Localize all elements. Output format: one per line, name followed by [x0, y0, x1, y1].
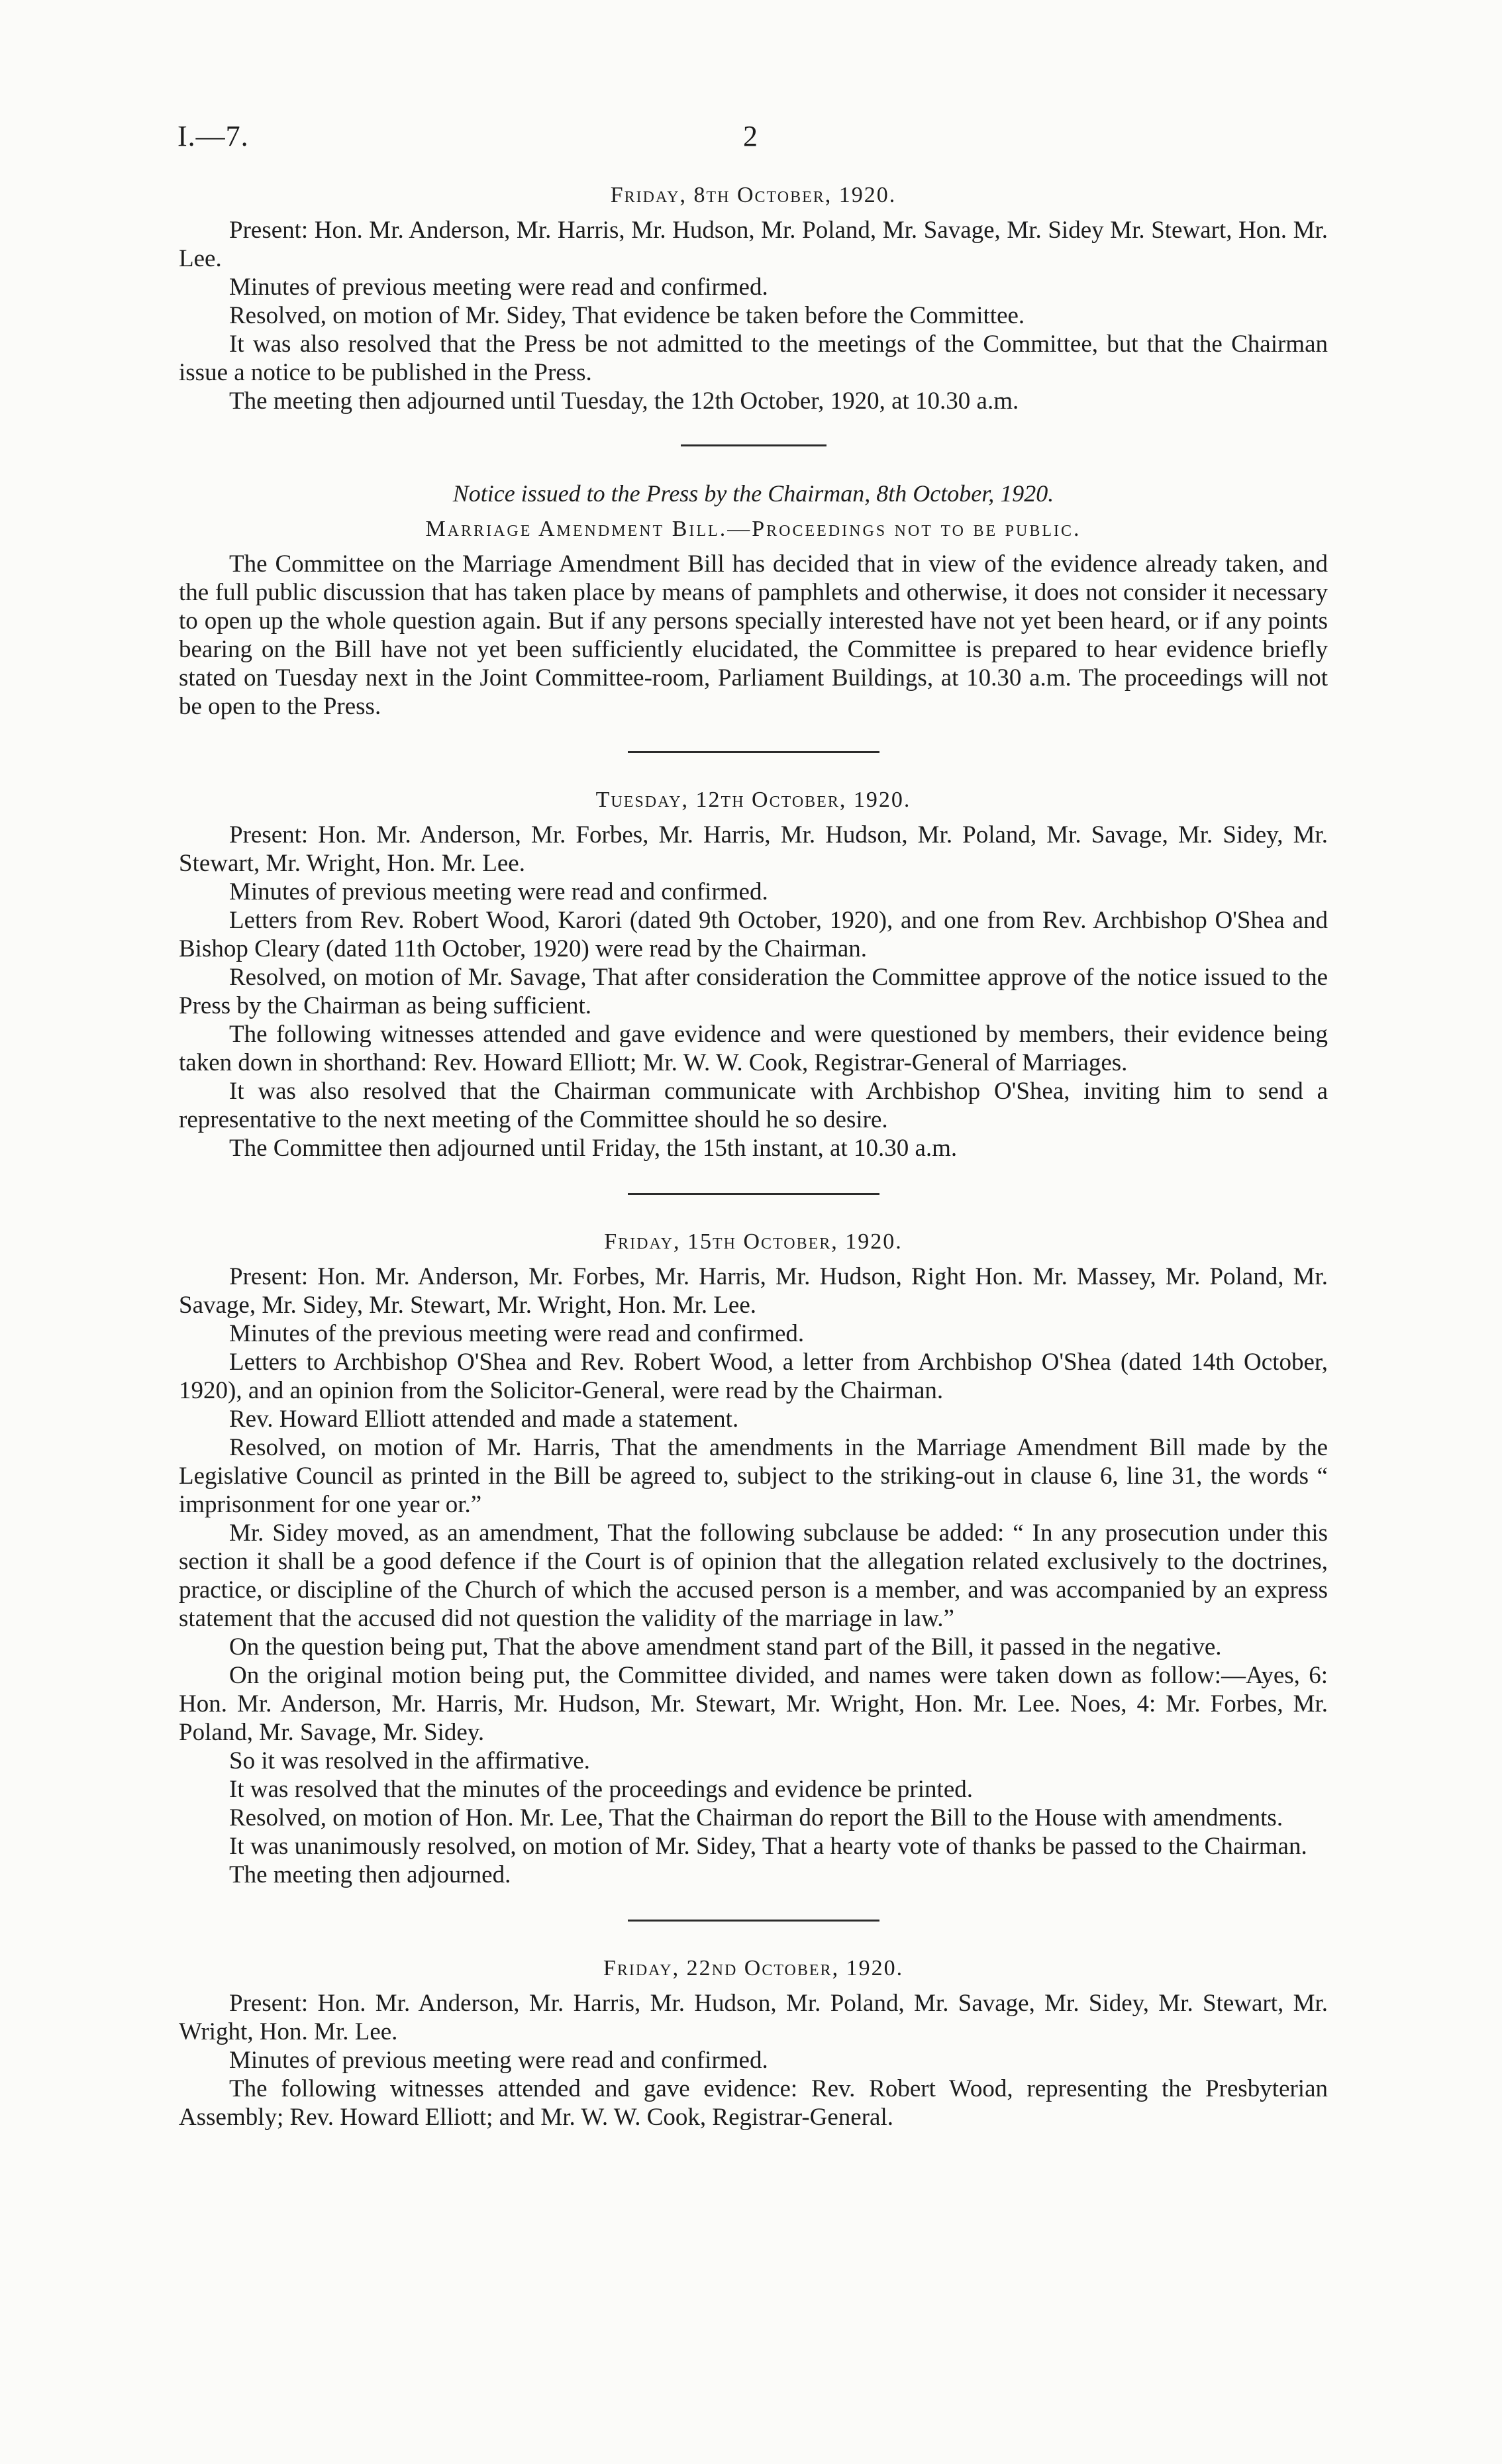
- notice-subheading: Marriage Amendment Bill.—Proceedings not to be public.: [425, 517, 1081, 541]
- press-notice-section: [179, 480, 1328, 721]
- page-number: 2: [743, 120, 758, 152]
- result-paragraph: So it was resolved in the affirmative.: [229, 1747, 590, 1774]
- section-divider: [628, 1920, 879, 1922]
- section-heading: Friday, 15th October, 1920.: [604, 1229, 903, 1254]
- minutes-section-22nd-october: [179, 1956, 1328, 2131]
- minutes-paragraph: Minutes of the previous meeting were read and confirmed.: [229, 1320, 805, 1347]
- adjournment-paragraph: The meeting then adjourned until Tuesday, the 12th October, 1920, at 10.30 a.m.: [229, 387, 1019, 415]
- document-body: [179, 183, 1328, 2131]
- resolution-paragraph: Resolved, on motion of Mr. Savage, That after consideration the Committee approve of the notice issued to the Press by the Chairman as being sufficient.: [179, 964, 1328, 1019]
- resolution-paragraph: Resolved, on motion of Mr. Harris, That the amendments in the Marriage Amendment Bill made by the Legislative Council as printed in the Bill be agreed to, subject to the striking-out in clause 6, line 31, the words “ imprisonment for one year or.”: [179, 1434, 1328, 1518]
- attendance-paragraph: Present: Hon. Mr. Anderson, Mr. Forbes, Mr. Harris, Mr. Hudson, Mr. Poland, Mr. Savage, Mr. Sidey, Mr. Stewart, Mr. Wright, Hon. Mr. Lee.: [179, 821, 1328, 877]
- resolution-paragraph: It was also resolved that the Chairman communicate with Archbishop O'Shea, inviting him to send a representative to the next meeting of the Committee should he so desire.: [179, 1078, 1328, 1133]
- minutes-paragraph: Minutes of previous meeting were read and confirmed.: [229, 2047, 768, 2074]
- resolution-paragraph: It was also resolved that the Press be not admitted to the meetings of the Committee, but that the Chairman issue a notice to be published in the Press.: [179, 331, 1328, 386]
- amendment-paragraph: Mr. Sidey moved, as an amendment, That the following subclause be added: “ In any prosecution under this section it shall be a good defence if the Court is of opinion that the allegation related exclusively to the doctrines, practice, or discipline of the Church of which the accused person is a member, and was accompanied by an express statement that the accused did not question the validity of the marriage in law.”: [179, 1519, 1328, 1632]
- minutes-section-8th-october: [179, 183, 1328, 415]
- witnesses-paragraph: The following witnesses attended and gave evidence and were questioned by members, their evidence being taken down in shorthand: Rev. Howard Elliott; Mr. W. W. Cook, Registrar-General of Marriages.: [179, 1021, 1328, 1076]
- attendance-paragraph: Present: Hon. Mr. Anderson, Mr. Harris, Mr. Hudson, Mr. Poland, Mr. Savage, Mr. Sidey, Mr. Stewart, Mr. Wright, Hon. Mr. Lee.: [179, 1990, 1328, 2045]
- minutes-section-12th-october: [179, 788, 1328, 1162]
- witnesses-paragraph: The following witnesses attended and gave evidence: Rev. Robert Wood, representing the Presbyterian Assembly; Rev. Howard Elliott; and Mr. W. W. Cook, Registrar-General.: [179, 2075, 1328, 2131]
- attendance-paragraph: Present: Hon. Mr. Anderson, Mr. Forbes, Mr. Harris, Mr. Hudson, Right Hon. Mr. Massey, Mr. Poland, Mr. Savage, Mr. Sidey, Mr. Stewart, Mr. Wright, Hon. Mr. Lee.: [179, 1263, 1328, 1319]
- minutes-paragraph: Minutes of previous meeting were read and confirmed.: [229, 878, 768, 905]
- notice-paragraph: The Committee on the Marriage Amendment Bill has decided that in view of the evidence already taken, and the full public discussion that has taken place by means of pamphlets and otherwise, it does not consider it necessary to open up the whole question again. But if any persons specially interested have not yet been heard, or if any points bearing on the Bill have not yet been sufficiently elucidated, the Committee is prepared to hear evidence briefly stated on Tuesday next in the Joint Committee-room, Parliament Buildings, at 10.30 a.m. The proceedings will not be open to the Press.: [179, 550, 1328, 720]
- letters-paragraph: Letters from Rev. Robert Wood, Karori (dated 9th October, 1920), and one from Rev. Archbishop O'Shea and Bishop Cleary (dated 11th October, 1920) were read by the Chairman.: [179, 907, 1328, 962]
- minutes-section-15th-october: [179, 1229, 1328, 1889]
- adjournment-paragraph: The meeting then adjourned.: [229, 1861, 511, 1888]
- attendance-paragraph: Present: Hon. Mr. Anderson, Mr. Harris, Mr. Hudson, Mr. Poland, Mr. Savage, Mr. Sidey Mr. Stewart, Hon. Mr. Lee.: [179, 217, 1328, 272]
- vote-paragraph: On the question being put, That the above amendment stand part of the Bill, it passed in the negative.: [229, 1633, 1222, 1661]
- division-paragraph: On the original motion being put, the Committee divided, and names were taken down as follow:—Ayes, 6: Hon. Mr. Anderson, Mr. Harris, Mr. Hudson, Mr. Stewart, Mr. Wright, Hon. Mr. Lee. Noes, 4: Mr. Forbes, Mr. Poland, Mr. Savage, Mr. Sidey.: [179, 1662, 1328, 1746]
- resolution-paragraph: Resolved, on motion of Mr. Sidey, That evidence be taken before the Committee.: [229, 302, 1025, 329]
- minutes-paragraph: Minutes of previous meeting were read and confirmed.: [229, 274, 768, 301]
- resolution-paragraph: It was unanimously resolved, on motion of Mr. Sidey, That a hearty vote of thanks be passed to the Chairman.: [229, 1833, 1307, 1860]
- section-divider: [628, 751, 879, 753]
- resolution-paragraph: Resolved, on motion of Hon. Mr. Lee, That the Chairman do report the Bill to the House with amendments.: [229, 1804, 1283, 1831]
- section-heading: Friday, 22nd October, 1920.: [603, 1956, 904, 1980]
- section-divider: [628, 1193, 879, 1195]
- section-divider: [681, 444, 826, 446]
- section-heading: Tuesday, 12th October, 1920.: [595, 788, 911, 812]
- section-heading: Friday, 8th October, 1920.: [610, 183, 897, 207]
- adjournment-paragraph: The Committee then adjourned until Friday, the 15th instant, at 10.30 a.m.: [229, 1135, 958, 1162]
- resolution-paragraph: It was resolved that the minutes of the proceedings and evidence be printed.: [229, 1776, 973, 1803]
- document-reference: I.—7.: [177, 120, 249, 152]
- letters-paragraph: Letters to Archbishop O'Shea and Rev. Robert Wood, a letter from Archbishop O'Shea (dated 14th October, 1920), and an opinion from the Solicitor-General, were read by the Chairman.: [179, 1349, 1328, 1404]
- statement-paragraph: Rev. Howard Elliott attended and made a statement.: [229, 1406, 739, 1433]
- notice-title: Notice issued to the Press by the Chairman, 8th October, 1920.: [452, 480, 1054, 507]
